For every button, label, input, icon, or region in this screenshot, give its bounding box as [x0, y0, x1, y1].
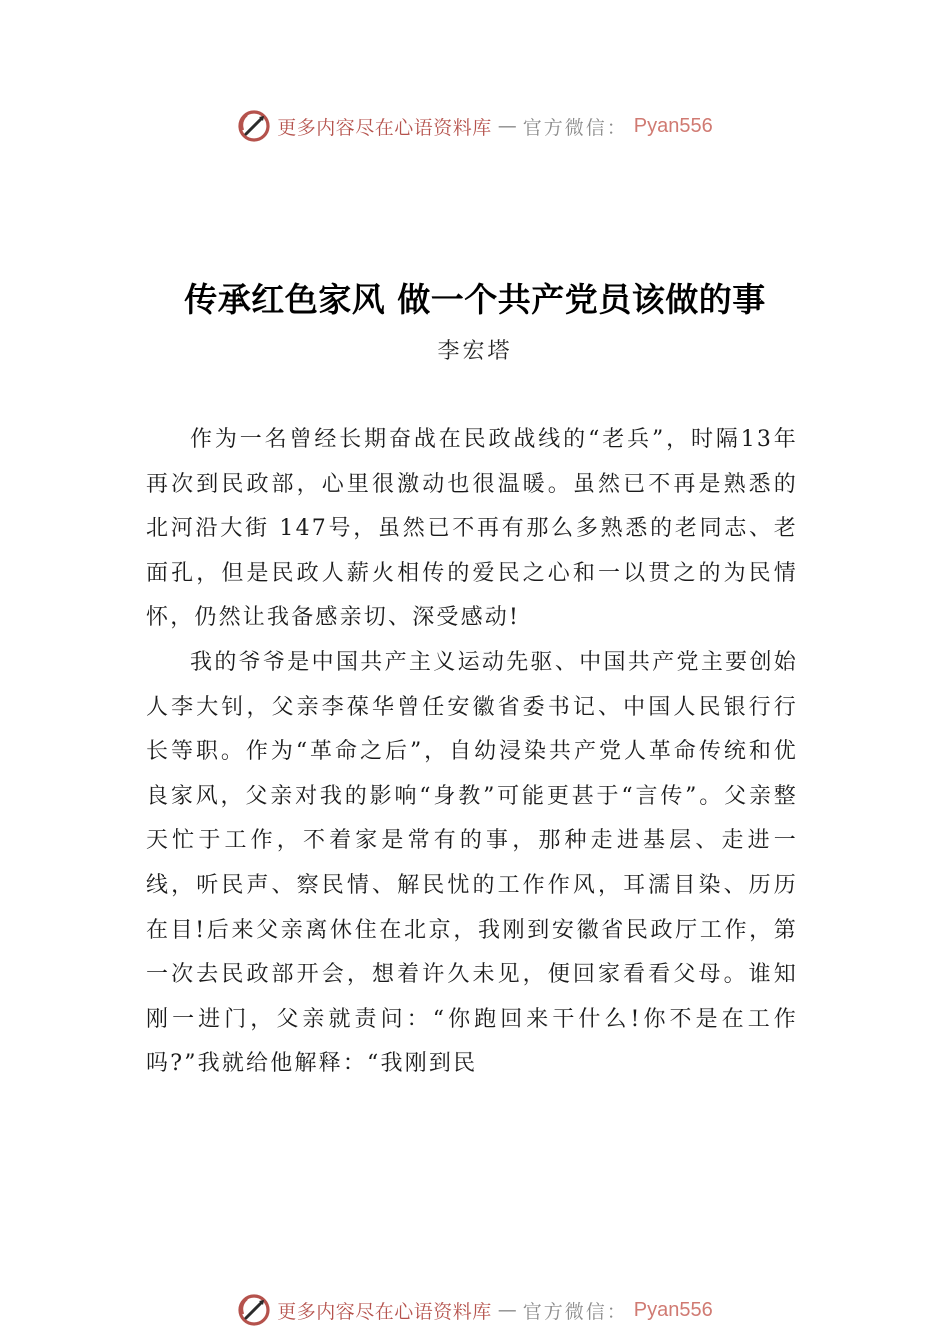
- article-title: 传承红色家风 做一个共产党员该做的事: [184, 280, 766, 319]
- watermark-separator: —: [497, 115, 517, 137]
- article-body: [146, 418, 798, 1087]
- paragraph: 我的爷爷是中国共产主义运动先驱、中国共产党主要创始人李大钊，父亲李葆华曾任安徽省委书记、中国人民银行行长等职。作为“革命之后”，自幼浸染共产党人革命传统和优良家风，父亲对我的影响“身教”可能更甚于“言传”。父亲整天忙于工作，不着家是常有的事，那种走进基层、走进一线，听民声、察民情、解民忧的工作作风，耳濡目染、历历在目!后来父亲离休住在北京，我刚到安徽省民政厅工作，第一次去民政部开会，想着许久未见，便回家看看父母。谁知刚一进门，父亲就责问：“你跑回来干什么!你不是在工作吗?”我就给他解释：“我刚到民: [146, 649, 798, 1077]
- watermark-footer: [0, 1290, 950, 1330]
- watermark-text: 更多内容尽在心语资料库: [277, 1300, 492, 1323]
- paragraph: 作为一名曾经长期奋战在民政战线的“老兵”，时隔13年再次到民政部，心里很激动也很温暖。虽然已不再是熟悉的北河沿大街 147号，虽然已不再有那么多熟悉的老同志、老面孔，但是民政人薪火相传的爱民之心和一以贯之的为民情怀，仍然让我备感亲切、深受感动!: [146, 427, 798, 631]
- brand-logo-icon: [237, 109, 271, 143]
- watermark-wechat-label: 官方微信：: [522, 1300, 628, 1323]
- article-author: 李宏塔: [437, 339, 513, 364]
- watermark-wechat-label: 官方微信：: [522, 116, 628, 139]
- brand-logo-icon: [237, 1293, 271, 1327]
- watermark-header: [0, 106, 950, 146]
- watermark-separator: —: [497, 1299, 517, 1321]
- watermark-wechat-id: Pyan556: [633, 1298, 713, 1321]
- watermark-wechat-id: Pyan556: [633, 114, 713, 137]
- watermark-text: 更多内容尽在心语资料库: [277, 116, 492, 139]
